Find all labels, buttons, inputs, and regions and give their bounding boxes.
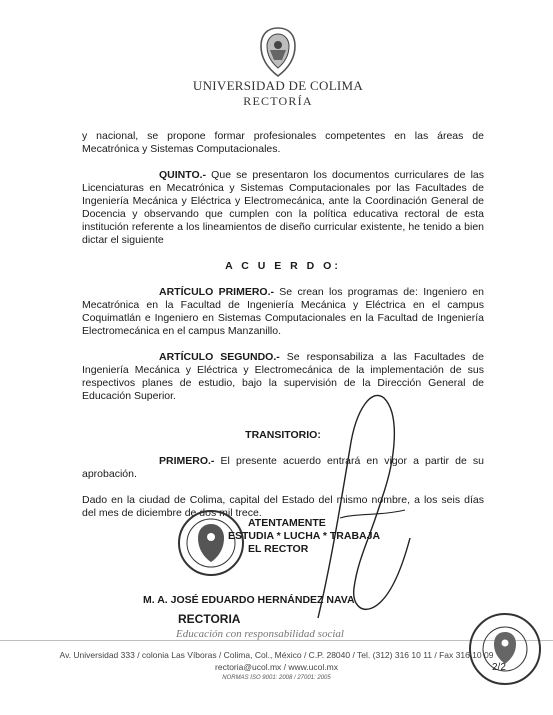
primero-paragraph	[82, 455, 484, 481]
closing-paragraph: Dado en la ciudad de Colima, capital del Estado del mismo nombre, a los seis días del mes de diciembre de dos mil trece.	[82, 494, 484, 519]
footer-address: Av. Universidad 333 / colonia Las Víboras / Colima, Col., México / C.P. 28040 / Tel. (312) 316 10 11 / Fax 316 10 09	[59, 650, 494, 660]
quinto-text: Que se presentaron los documentos curriculares de las Licenciaturas en Mecatrónica y Sistemas Computacionales por las Facultades de Ingeniería Mecánica y Eléctrica y Electromecánica, ante la Coordinación General de Docencia y observando que cumplen con la política educativa rectoral de esta institución referente a los lineamientos de diseño curricular existente, he tenido a bien dictar el siguiente	[82, 169, 484, 246]
iso-certification-seal	[468, 612, 542, 686]
articulo-segundo-text: Se responsabiliza a las Facultades de Ingeniería Mecánica y Eléctrica y Electromecánica de la implementación de sus respectivos planes de estudio, bajo la supervisión de la Dirección General de Educación Superior.	[82, 351, 484, 402]
university-name: UNIVERSIDAD DE COLIMA	[192, 78, 364, 93]
signer-name: M. A. JOSÉ EDUARDO HERNÁNDEZ NAVA	[143, 594, 355, 606]
intro-paragraph: y nacional, se propone formar profesionales competentes en las áreas de Mecatrónica y Sistemas Computacionales.	[82, 130, 484, 155]
signature-title: EL RECTOR	[248, 543, 309, 555]
articulo-segundo-heading: ARTÍCULO SEGUNDO.-	[159, 351, 280, 363]
transitorio-heading: TRANSITORIO:	[245, 429, 321, 441]
page-number: 2/2	[492, 662, 506, 673]
signature-block	[228, 517, 381, 556]
articulo-segundo-paragraph	[82, 351, 484, 403]
articulo-primero-heading: ARTÍCULO PRIMERO.-	[159, 286, 274, 298]
signature-atentamente: ATENTAMENTE	[248, 517, 326, 529]
primero-heading: PRIMERO.-	[159, 455, 215, 467]
university-crest-logo	[258, 26, 298, 78]
footer-rectoria: RECTORIA	[178, 612, 241, 626]
articulo-primero-paragraph	[82, 286, 484, 338]
official-stamp	[176, 508, 246, 578]
articulo-primero-text: Se crean los programas de: Ingeniero en Mecatrónica en la Facultad de Ingeniería Mecánica y Eléctrica en el campus Coquimatlán e Ingeniero en Sistemas Computacionales en la Facultad de Ingeniería Electromecánica en el campus Manzanillo.	[82, 286, 484, 337]
quinto-heading: QUINTO.-	[159, 169, 207, 181]
acuerdo-heading: A C U E R D O:	[225, 260, 341, 272]
footer-motto: Educación con responsabilidad social	[176, 628, 344, 640]
signature-motto: ESTUDIA * LUCHA * TRABAJA	[228, 530, 381, 542]
footer-norms: NORMAS ISO 9001: 2008 / 27001: 2005	[222, 675, 331, 681]
document-body	[82, 130, 484, 520]
office-name: RECTORÍA	[243, 94, 313, 108]
handwritten-signature	[310, 388, 420, 623]
primero-text: El presente acuerdo entrará en vigor a partir de su aprobación.	[82, 455, 484, 480]
footer-contact: rectoria@ucol.mx / www.ucol.mx	[215, 662, 338, 672]
quinto-paragraph	[82, 169, 484, 247]
